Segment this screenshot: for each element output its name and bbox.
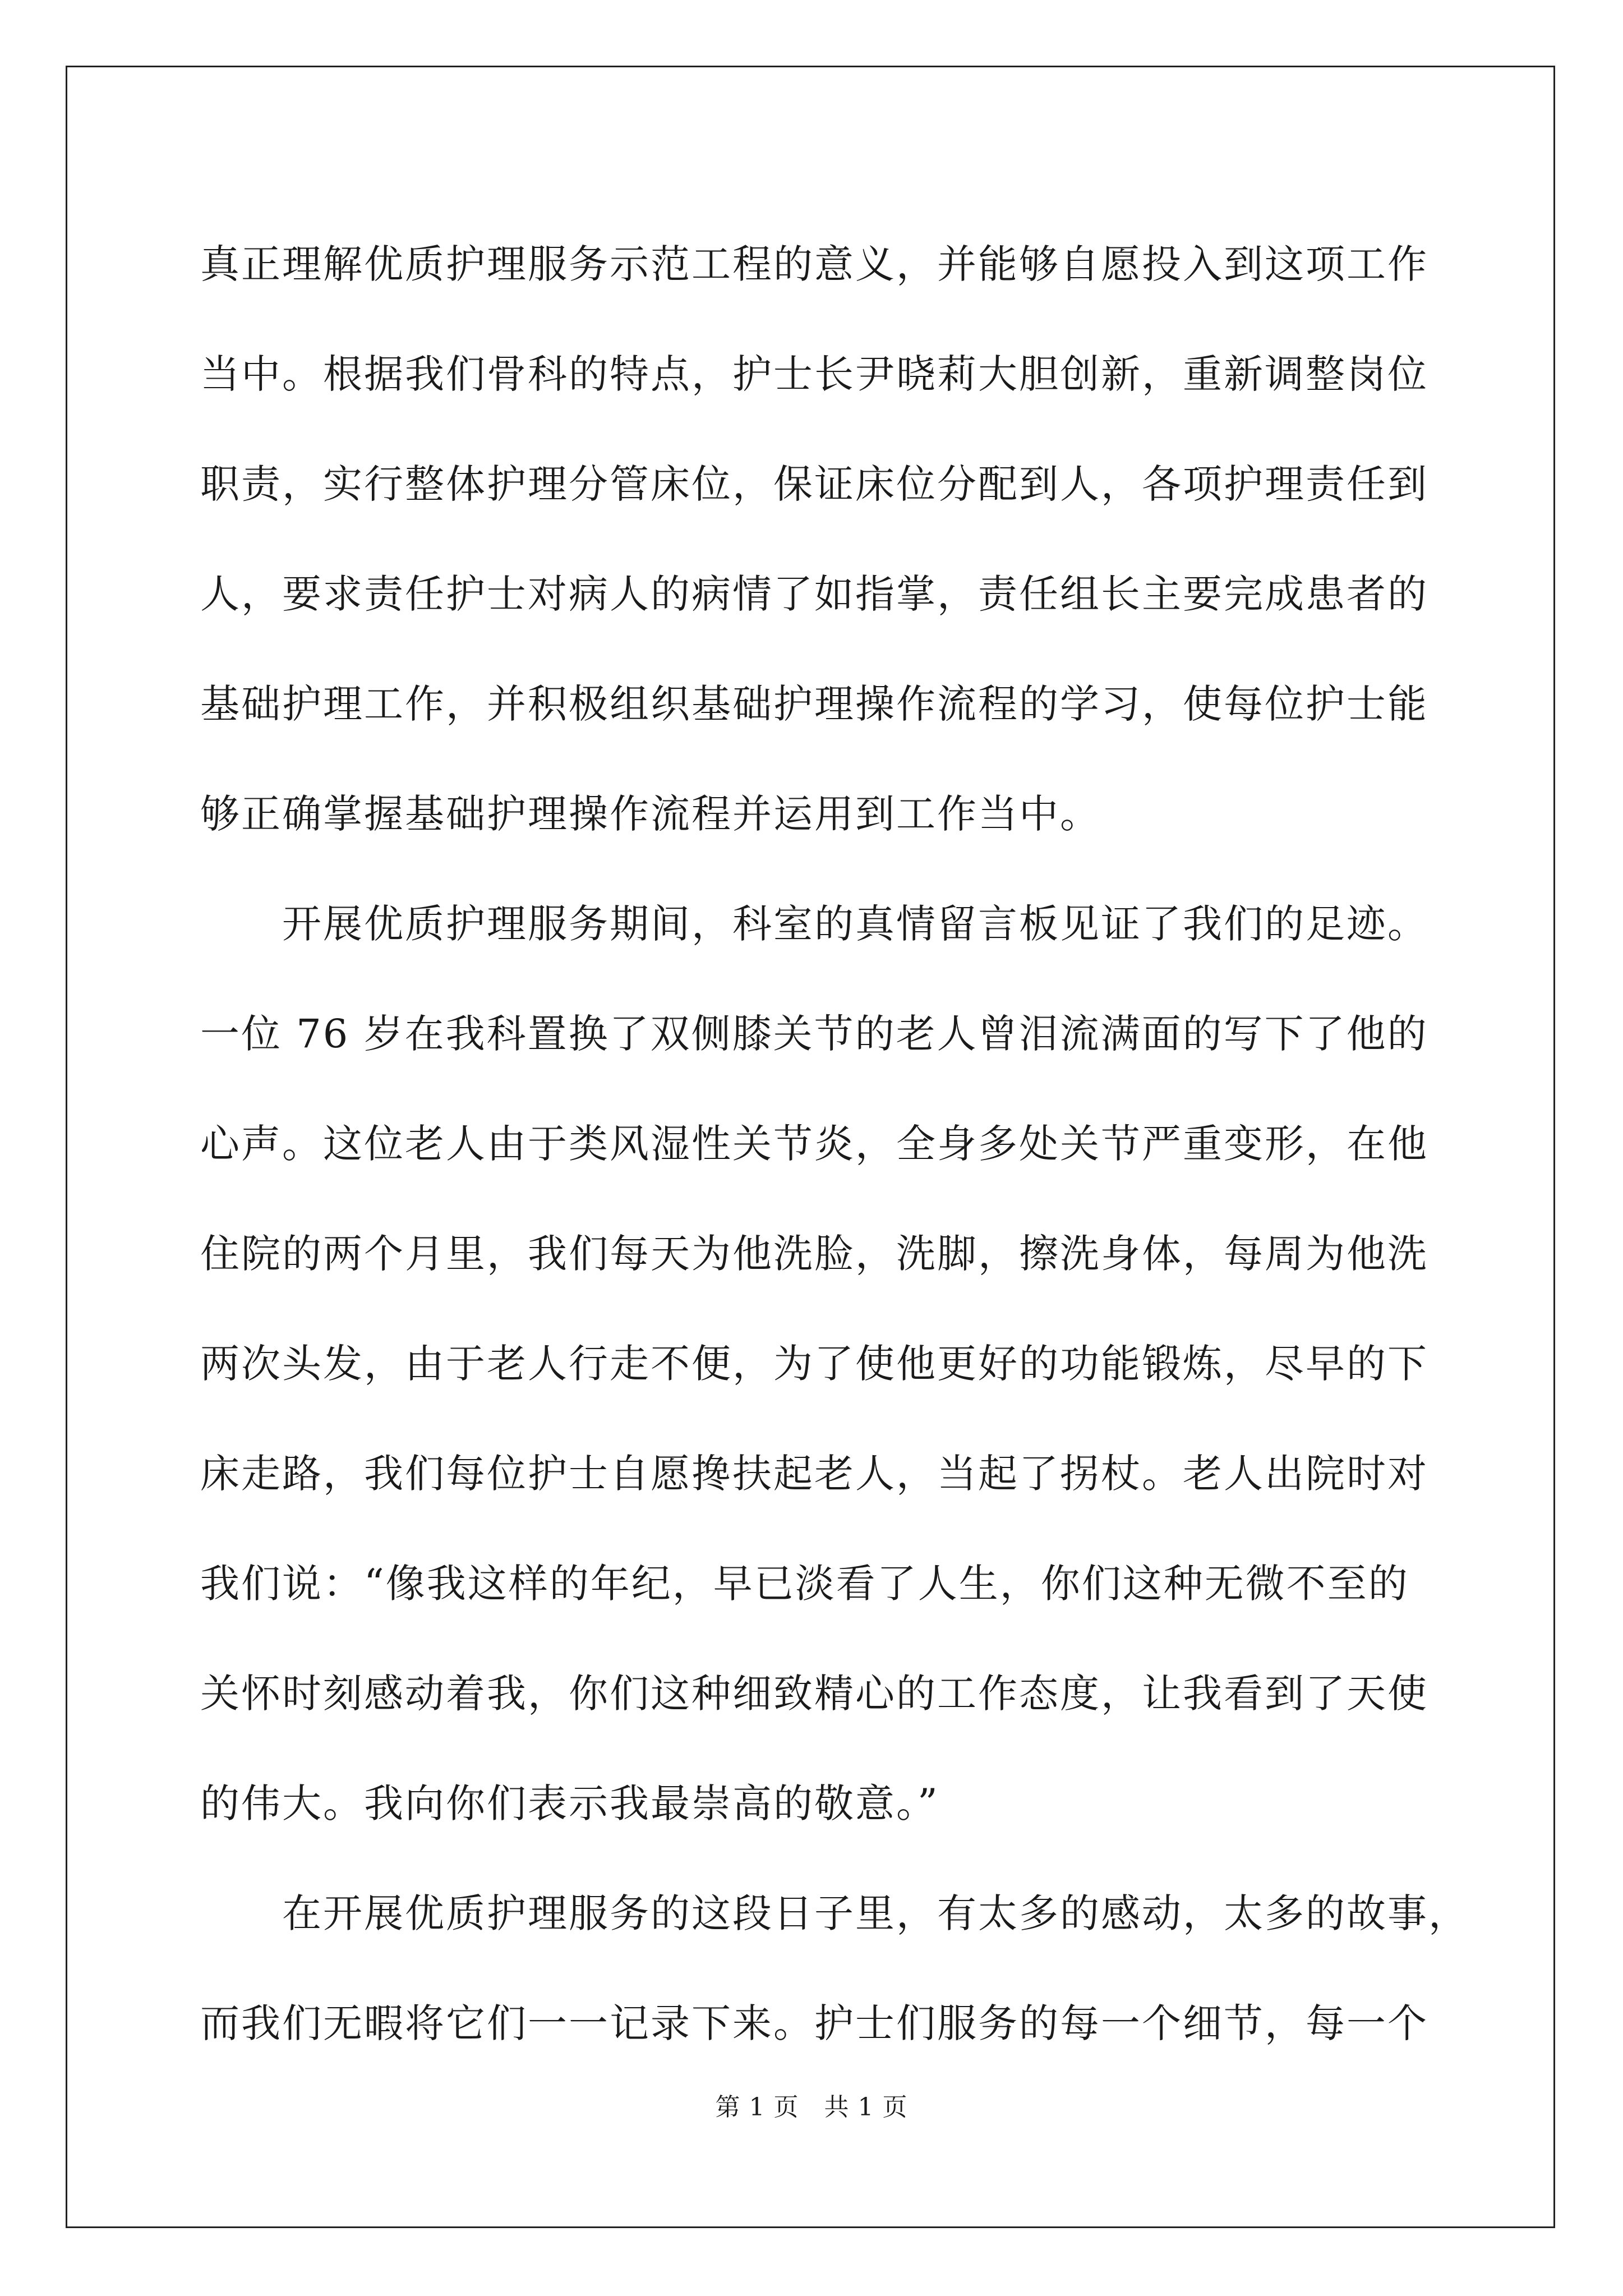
text-line: 真正理解优质护理服务示范工程的意义，并能够自愿投入到这项工作 bbox=[200, 241, 1428, 287]
paragraph-start-line: 在开展优质护理服务的这段日子里，有太多的感动，太多的故事， bbox=[200, 1890, 1469, 1936]
text-line: 的伟大。我向你们表示我最崇高的敬意。” bbox=[200, 1780, 939, 1826]
paragraph-start-line: 开展优质护理服务期间，科室的真情留言板见证了我们的足迹。 bbox=[200, 901, 1428, 947]
text-line: 心声。这位老人由于类风湿性关节炎，全身多处关节严重变形，在他 bbox=[200, 1121, 1428, 1167]
text-line: 人，要求责任护士对病人的病情了如指掌，责任组长主要完成患者的 bbox=[200, 571, 1428, 617]
text-line: 我们说：“像我这样的年纪，早已淡看了人生，你们这种无微不至的 bbox=[200, 1561, 1409, 1607]
text-line: 职责，实行整体护理分管床位，保证床位分配到人，各项护理责任到 bbox=[200, 461, 1428, 507]
text-line: 两次头发，由于老人行走不便，为了使他更好的功能锻炼，尽早的下 bbox=[200, 1341, 1428, 1387]
document-body bbox=[200, 209, 1469, 2078]
text-line: 住院的两个月里，我们每天为他洗脸，洗脚，擦洗身体，每周为他洗 bbox=[200, 1231, 1428, 1277]
text-line: 关怀时刻感动着我，你们这种细致精心的工作态度，让我看到了天使 bbox=[200, 1671, 1428, 1717]
text-line: 一位 76 岁在我科置换了双侧膝关节的老人曾泪流满面的写下了他的 bbox=[200, 1011, 1428, 1057]
text-line: 床走路，我们每位护士自愿搀扶起老人，当起了拐杖。老人出院时对 bbox=[200, 1451, 1428, 1497]
page-footer: 第 1 页 共 1 页 bbox=[715, 2093, 908, 2122]
text-line: 当中。根据我们骨科的特点，护士长尹晓莉大胆创新，重新调整岗位 bbox=[200, 351, 1428, 397]
text-line: 够正确掌握基础护理操作流程并运用到工作当中。 bbox=[200, 791, 1101, 837]
text-line: 基础护理工作，并积极组织基础护理操作流程的学习，使每位护士能 bbox=[200, 681, 1428, 727]
text-line: 而我们无暇将它们一一记录下来。护士们服务的每一个细节，每一个 bbox=[200, 2000, 1428, 2046]
